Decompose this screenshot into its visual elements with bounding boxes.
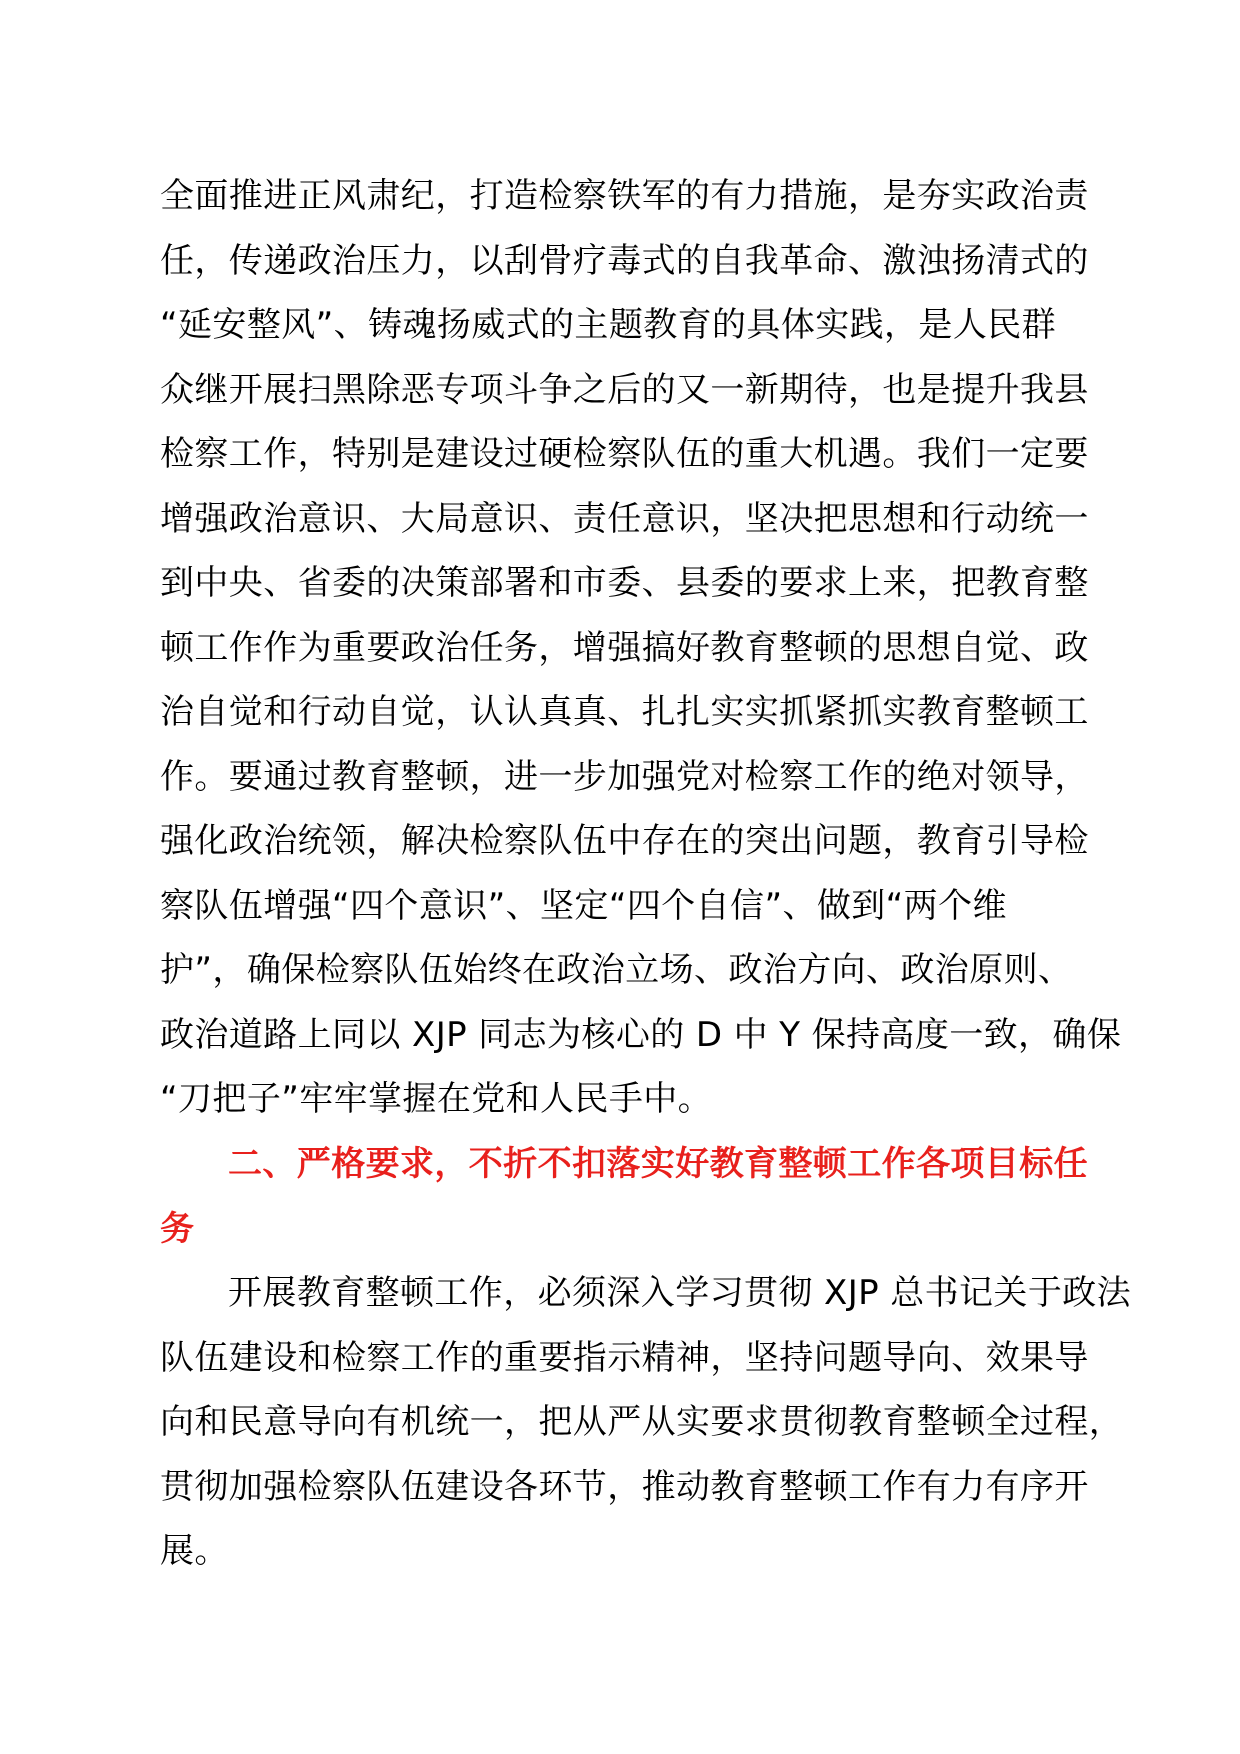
- paragraph-line: 治自觉和行动自觉，认认真真、扎扎实实抓紧抓实教育整顿工: [160, 692, 1089, 732]
- paragraph-line: “刀把子”牢牢掌握在党和人民手中。: [160, 1079, 713, 1119]
- paragraph-2: [160, 1261, 1132, 1584]
- section-heading-2: [160, 1132, 1090, 1261]
- paragraph-line: 任，传递政治压力，以刮骨疗毒式的自我革命、激浊扬清式的: [160, 240, 1089, 281]
- paragraph-line: 全面推进正风肃纪，打造检察铁军的有力措施，是夯实政治责: [160, 176, 1089, 216]
- paragraph-line: 展。: [160, 1531, 229, 1571]
- paragraph-line: 作。要通过教育整顿，进一步加强党对检察工作的绝对领导，: [160, 756, 1089, 797]
- paragraph-line: 护”，确保检察队伍始终在政治立场、政治方向、政治原则、: [160, 950, 1073, 990]
- paragraph-line: 贯彻加强检察队伍建设各环节，推动教育整顿工作有力有序开: [160, 1466, 1089, 1507]
- paragraph-line: “延安整风”、铸魂扬威式的主题教育的具体实践，是人民群: [160, 305, 1057, 345]
- paragraph-line: 政治道路上同以 XJP 同志为核心的 D 中 Y 保持高度一致，确保: [160, 1014, 1122, 1055]
- heading-line: 二、严格要求，不折不扣落实好教育整顿工作各项目标任: [228, 1144, 1088, 1184]
- paragraph-line: 顿工作作为重要政治任务，增强搞好教育整顿的思想自觉、政: [160, 627, 1089, 668]
- paragraph-line: 向和民意导向有机统一，把从严从实要求贯彻教育整顿全过程，: [160, 1402, 1124, 1442]
- paragraph-line: 检察工作，特别是建设过硬检察队伍的重大机遇。我们一定要: [160, 434, 1089, 474]
- paragraph-line: 强化政治统领，解决检察队伍中存在的突出问题，教育引导检: [160, 821, 1089, 861]
- paragraph-line: 众继开展扫黑除恶专项斗争之后的又一新期待，也是提升我县: [160, 369, 1089, 410]
- paragraph-line: 到中央、省委的决策部署和市委、县委的要求上来，把教育整: [160, 563, 1089, 603]
- heading-line: 务: [160, 1208, 195, 1249]
- paragraph-line: 开展教育整顿工作，必须深入学习贯彻 XJP 总书记关于政法: [228, 1273, 1132, 1313]
- paragraph-1: [160, 164, 1122, 1132]
- paragraph-line: 察队伍增强“四个意识”、坚定“四个自信”、做到“两个维: [160, 885, 1007, 926]
- paragraph-line: 增强政治意识、大局意识、责任意识，坚决把思想和行动统一: [160, 498, 1089, 539]
- paragraph-line: 队伍建设和检察工作的重要指示精神，坚持问题导向、效果导: [160, 1337, 1089, 1378]
